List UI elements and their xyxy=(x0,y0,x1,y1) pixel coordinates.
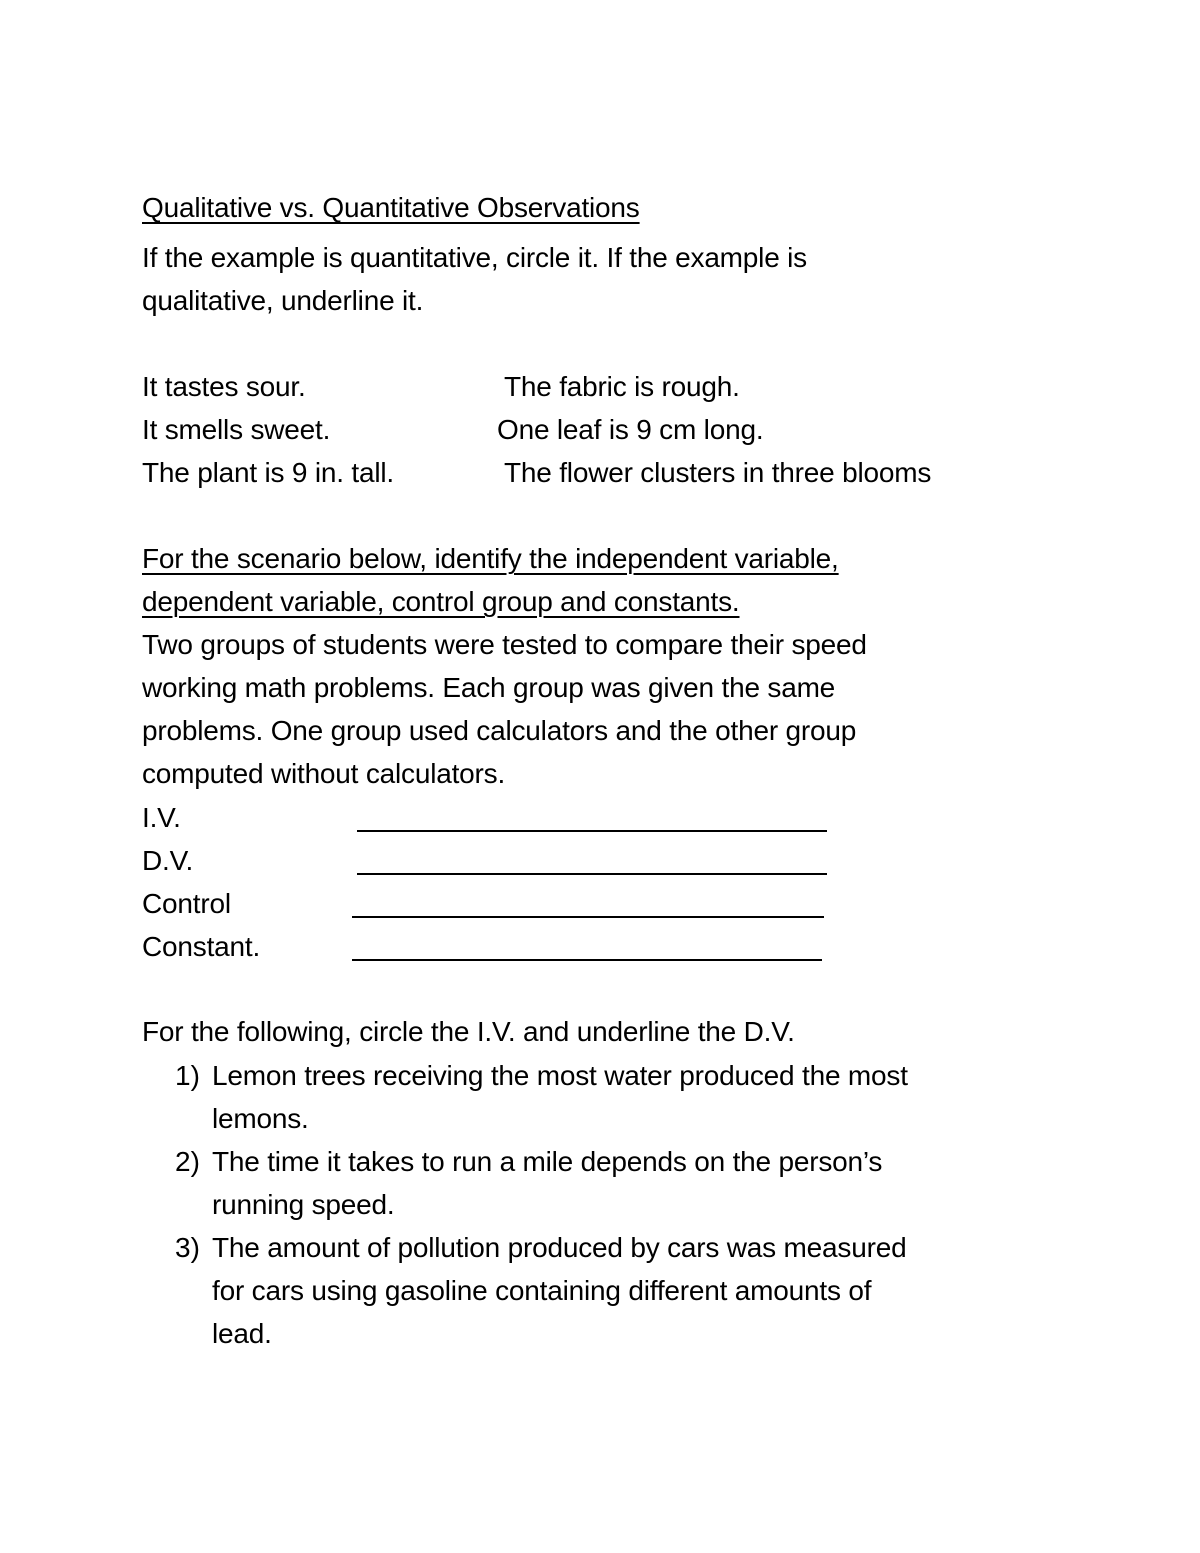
dv-label: D.V. xyxy=(142,845,194,876)
list-item-line: The time it takes to run a mile depends on the person’s xyxy=(212,1146,883,1177)
list-item-number: 3) xyxy=(175,1232,200,1263)
constant-label: Constant. xyxy=(142,931,261,962)
iv-answer-blank[interactable] xyxy=(357,830,827,832)
constant-answer-blank[interactable] xyxy=(352,959,822,961)
instructions-line-2: qualitative, underline it. xyxy=(142,285,424,316)
list-item-line: running speed. xyxy=(212,1189,395,1220)
following-instruction: For the following, circle the I.V. and underline the D.V. xyxy=(142,1016,795,1047)
control-answer-blank[interactable] xyxy=(352,916,824,918)
iv-label: I.V. xyxy=(142,802,181,833)
scenario-text-line: problems. One group used calculators and the other group xyxy=(142,715,857,746)
list-item-number: 2) xyxy=(175,1146,200,1177)
scenario-heading-line-2: dependent variable, control group and constants. xyxy=(142,586,740,617)
instructions-line-1: If the example is quantitative, circle it. If the example is xyxy=(142,242,807,273)
observation-item: It smells sweet. xyxy=(142,414,331,445)
list-item-line: Lemon trees receiving the most water produced the most xyxy=(212,1060,908,1091)
dv-answer-blank[interactable] xyxy=(357,873,827,875)
list-item-number: 1) xyxy=(175,1060,200,1091)
list-item-line: lead. xyxy=(212,1318,272,1349)
scenario-text-line: working math problems. Each group was given the same xyxy=(142,672,836,703)
scenario-text-line: Two groups of students were tested to compare their speed xyxy=(142,629,867,660)
scenario-heading-line-1: For the scenario below, identify the independent variable, xyxy=(142,543,839,574)
observation-item: The fabric is rough. xyxy=(504,371,740,402)
page-title: Qualitative vs. Quantitative Observations xyxy=(142,192,640,223)
observation-item: It tastes sour. xyxy=(142,371,306,402)
observation-item: One leaf is 9 cm long. xyxy=(497,414,764,445)
observation-item: The flower clusters in three blooms xyxy=(504,457,932,488)
control-label: Control xyxy=(142,888,231,919)
scenario-text-line: computed without calculators. xyxy=(142,758,506,789)
list-item-line: for cars using gasoline containing different amounts of xyxy=(212,1275,872,1306)
observation-item: The plant is 9 in. tall. xyxy=(142,457,394,488)
list-item-line: The amount of pollution produced by cars was measured xyxy=(212,1232,907,1263)
list-item-line: lemons. xyxy=(212,1103,309,1134)
